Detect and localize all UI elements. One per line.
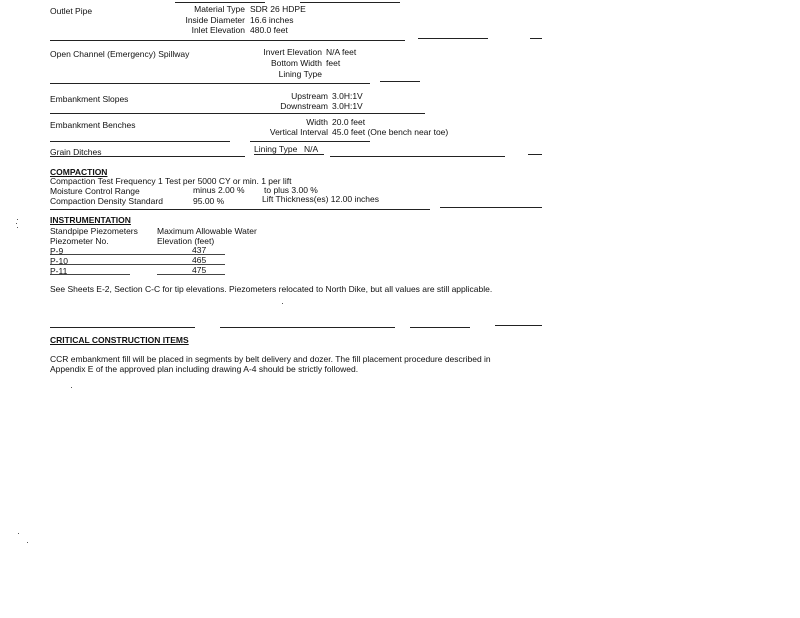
- compaction-heading: COMPACTION: [50, 167, 108, 177]
- bottom-width-label: Bottom Width: [270, 58, 322, 68]
- moisture-minus-value: minus 2.00 %: [193, 185, 245, 195]
- piezometer-header-2: Piezometer No.: [50, 236, 109, 246]
- embankment-benches-label: Embankment Benches: [50, 120, 136, 130]
- underline-top-2: [300, 2, 400, 3]
- benches-divider-line-2: [250, 141, 370, 142]
- bench-width-value: 20.0 feet: [332, 117, 366, 127]
- inlet-elevation-value: 480.0 feet: [250, 25, 288, 35]
- spillway-divider-line-2: [380, 81, 420, 82]
- spillway-lining-type-label: Lining Type: [278, 69, 322, 79]
- scan-speck: [282, 303, 283, 304]
- outlet-divider-line: [50, 40, 405, 41]
- spillway-label: Open Channel (Emergency) Spillway: [50, 49, 190, 59]
- bench-width-label: Width: [306, 117, 328, 127]
- table-row-line: [50, 274, 130, 275]
- invert-elevation-value: N/A feet: [326, 47, 357, 57]
- piezometer-no: P-9: [50, 246, 64, 256]
- max-water-header-1: Maximum Allowable Water: [157, 226, 257, 236]
- downstream-value: 3.0H:1V: [332, 101, 363, 111]
- ditch-lining-type-value: N/A: [304, 144, 319, 154]
- scan-speck: [17, 227, 18, 228]
- piezometer-no: P-10: [50, 256, 68, 266]
- lift-thickness: Lift Thickness(es) 12.00 inches: [262, 194, 380, 204]
- table-row-line: [50, 254, 160, 255]
- underline-top-1: [175, 2, 265, 3]
- grain-ditches-label: Grain Ditches: [50, 147, 102, 157]
- max-water-header-2: Elevation (feet): [157, 236, 215, 246]
- inlet-elevation-label: Inlet Elevation: [191, 25, 245, 35]
- critical-items-heading: CRITICAL CONSTRUCTION ITEMS: [50, 335, 189, 345]
- bottom-width-value: feet: [326, 58, 341, 68]
- instrumentation-divider-line-4: [495, 325, 542, 326]
- slopes-divider-line: [50, 113, 425, 114]
- compaction-divider-line-2: [440, 207, 542, 208]
- vertical-interval-label: Vertical Interval: [269, 127, 328, 137]
- compaction-test-frequency: Compaction Test Frequency 1 Test per 5000 CY or min. 1 per lift: [50, 176, 292, 186]
- moisture-control-label: Moisture Control Range: [50, 186, 140, 196]
- ditches-divider-line: [50, 156, 245, 157]
- instrumentation-heading: INSTRUMENTATION: [50, 215, 131, 225]
- instrumentation-divider-line: [50, 327, 195, 328]
- table-row-line: [50, 264, 160, 265]
- ditch-lining-type-label: Lining Type: [254, 144, 298, 154]
- piezometer-elevation: 475: [192, 265, 207, 275]
- upstream-value: 3.0H:1V: [332, 91, 363, 101]
- material-type-label: Material Type: [194, 4, 245, 14]
- piezometer-header-1: Standpipe Piezometers: [50, 226, 138, 236]
- downstream-label: Downstream: [280, 101, 328, 111]
- embankment-slopes-label: Embankment Slopes: [50, 94, 129, 104]
- inside-diameter-value: 16.6 inches: [250, 15, 294, 25]
- outlet-divider-line-3: [530, 38, 542, 39]
- ditches-divider-line-3: [528, 154, 542, 155]
- compaction-density-value: 95.00 %: [193, 196, 225, 206]
- outlet-divider-line-2: [418, 38, 488, 39]
- moisture-plus-value: to plus 3.00 %: [264, 185, 318, 195]
- ditches-underline: [254, 154, 324, 155]
- instrumentation-divider-line-2: [220, 327, 395, 328]
- compaction-divider-line: [50, 209, 430, 210]
- table-row-line: [157, 274, 225, 275]
- invert-elevation-label: Invert Elevation: [263, 47, 322, 57]
- ditches-divider-line-2: [330, 156, 505, 157]
- compaction-density-label: Compaction Density Standard: [50, 196, 163, 206]
- table-row-line: [157, 254, 225, 255]
- instrumentation-note: See Sheets E-2, Section C-C for tip elevations. Piezometers relocated to North Dike, but all values are still applicable.: [50, 284, 493, 294]
- outlet-pipe-label: Outlet Pipe: [50, 6, 93, 16]
- piezometer-no: P-11: [50, 266, 68, 276]
- benches-divider-line: [50, 141, 230, 142]
- critical-items-line-1: CCR embankment fill will be placed in segments by belt delivery and dozer. The fill placement procedure described in: [50, 354, 491, 364]
- scan-speck: [16, 223, 17, 224]
- material-type-value: SDR 26 HDPE: [250, 4, 306, 14]
- scan-speck: [17, 219, 18, 220]
- critical-items-line-2: Appendix E of the approved plan including drawing A-4 should be strictly followed.: [50, 364, 359, 374]
- scan-speck: [27, 542, 28, 543]
- vertical-interval-value: 45.0 feet (One bench near toe): [332, 127, 449, 137]
- instrumentation-divider-line-3: [410, 327, 470, 328]
- inside-diameter-label: Inside Diameter: [185, 15, 245, 25]
- scan-speck: [71, 387, 72, 388]
- spillway-divider-line: [50, 83, 370, 84]
- piezometer-elevation: 437: [192, 245, 207, 255]
- scan-speck: [18, 533, 19, 534]
- table-row-line: [157, 264, 225, 265]
- piezometer-elevation: 465: [192, 255, 207, 265]
- upstream-label: Upstream: [291, 91, 328, 101]
